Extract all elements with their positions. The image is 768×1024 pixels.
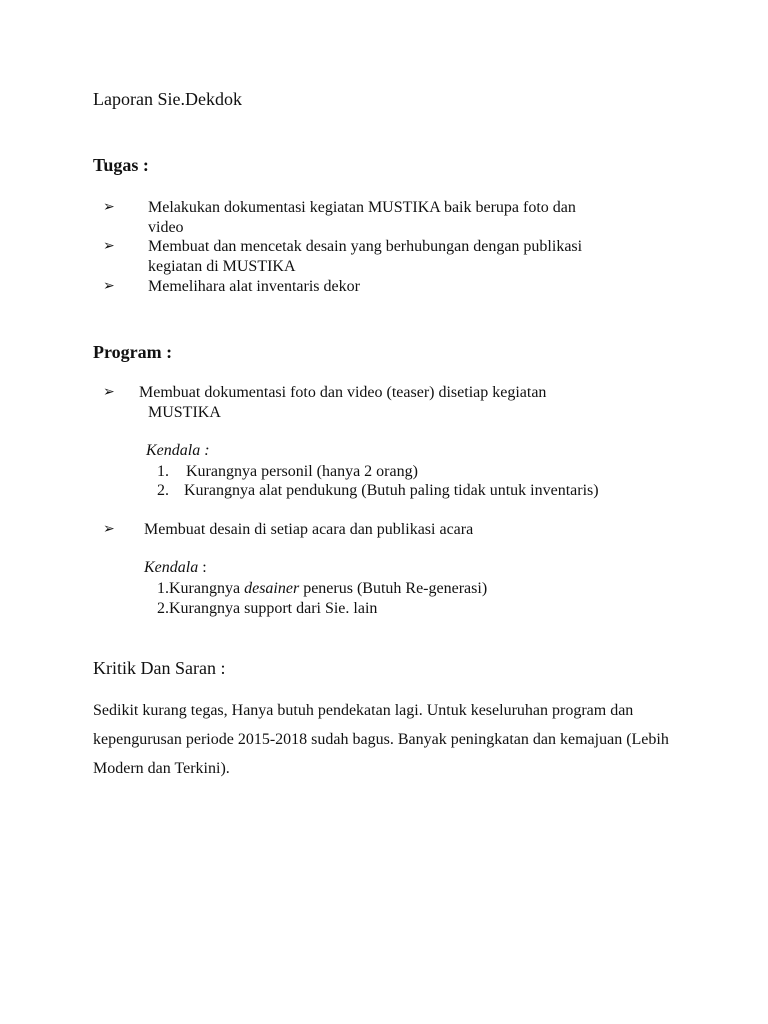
program-item-1-line1: Membuat dokumentasi foto dan video (teaser) disetiap kegiatan <box>139 384 547 401</box>
program-item-2-line1: Membuat desain di setiap acara dan publikasi acara <box>144 521 474 538</box>
kendala-1-pre: Kurangnya <box>169 580 245 597</box>
tugas-item-2-line1: Membuat dan mencetak desain yang berhubungan dengan publikasi <box>148 238 583 255</box>
tugas-item-3: Memelihara alat inventaris dekor <box>148 278 360 295</box>
arrow-bullet-icon: ➢ <box>103 200 115 215</box>
document-title: Laporan Sie.Dekdok <box>93 89 242 109</box>
tugas-item-2-line2: kegiatan di MUSTIKA <box>148 258 296 275</box>
tugas-item-1-line1: Melakukan dokumentasi kegiatan MUSTIKA baik berupa foto dan <box>148 199 576 216</box>
kendala-2-text: Kurangnya support dari Sie. lain <box>169 600 378 617</box>
kendala-1-emphasis: desainer <box>244 580 300 597</box>
program-heading: Program : <box>93 342 173 362</box>
arrow-bullet-icon: ➢ <box>103 385 115 400</box>
arrow-bullet-icon: ➢ <box>103 279 115 294</box>
tugas-item-1-line2: video <box>148 219 184 236</box>
kendala-1 <box>157 579 487 599</box>
kendala-colon: : <box>198 559 207 576</box>
kendala-2 <box>157 599 377 619</box>
kendala-label-text: Kendala <box>144 559 199 576</box>
kendala-label: Kendala : <box>146 442 210 459</box>
kendala-2-number: 2. <box>157 600 169 617</box>
kendala-label <box>144 558 207 578</box>
kritik-paragraph: Sedikit kurang tegas, Hanya butuh pendekatan lagi. Untuk keseluruhan program dan kepengurusan periode 2015-2018 sudah bagus. Banyak peningkatan dan kemajuan (Lebih Modern dan Terkini). <box>93 702 669 777</box>
kendala-1-number: 1. <box>157 463 169 480</box>
kendala-2-number: 2. <box>157 482 169 499</box>
kritik-heading: Kritik Dan Saran : <box>93 658 226 678</box>
kendala-1-post: penerus (Butuh Re-generasi) <box>299 580 488 597</box>
kendala-2-text: Kurangnya alat pendukung (Butuh paling tidak untuk inventaris) <box>184 482 599 499</box>
tugas-heading: Tugas : <box>93 155 149 175</box>
arrow-bullet-icon: ➢ <box>103 522 115 537</box>
arrow-bullet-icon: ➢ <box>103 239 115 254</box>
program-item-1-line2: MUSTIKA <box>148 404 221 421</box>
kendala-1-number: 1. <box>157 580 169 597</box>
kendala-1-text: Kurangnya personil (hanya 2 orang) <box>186 463 418 480</box>
